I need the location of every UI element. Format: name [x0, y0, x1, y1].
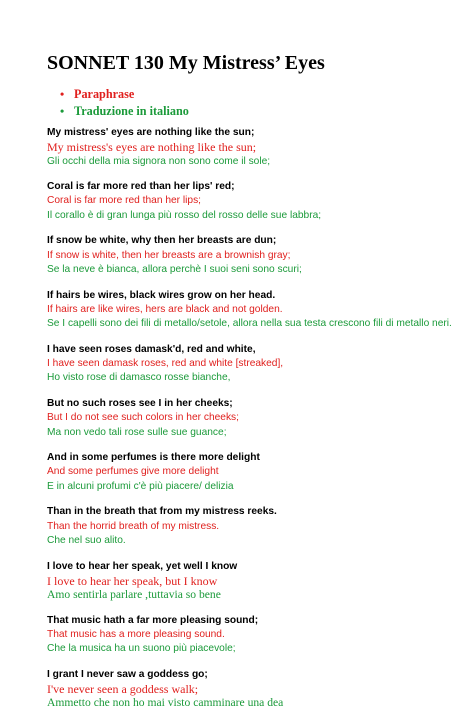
original-line: I have seen roses damask'd, red and white, — [47, 343, 256, 355]
stanza — [47, 560, 467, 603]
legend-item-paraphrase — [60, 86, 189, 103]
original-line: Than in the breath that from my mistress reeks. — [47, 506, 277, 518]
bullet-icon: • — [60, 103, 65, 118]
stanza — [47, 180, 467, 223]
original-line: If snow be white, why then her breasts are dun; — [47, 235, 277, 247]
stanza — [47, 614, 467, 657]
original-line: Coral is far more red than her lips' red; — [47, 181, 235, 193]
italian-line: Amo sentirla parlare ,tuttavia so bene — [47, 588, 221, 602]
paraphrase-line: Than the horrid breath of my mistress. — [47, 520, 220, 532]
italian-line: Il corallo è di gran lunga più rosso del rosso delle sue labbra; — [47, 209, 322, 221]
stanza — [47, 505, 467, 548]
italian-line: E in alcuni profumi c'è più piacere/ delizia — [47, 480, 234, 492]
italian-line: Ammetto che non ho mai visto camminare una dea — [47, 696, 284, 710]
paraphrase-line: My mistress's eyes are nothing like the sun; — [47, 140, 257, 155]
italian-line: Gli occhi della mia signora non sono come il sole; — [47, 155, 271, 167]
italian-line: Che la musica ha un suono più piacevole; — [47, 643, 236, 655]
stanza — [47, 234, 467, 277]
paraphrase-line: I've never seen a goddess walk; — [47, 682, 199, 697]
paraphrase-line: I love to hear her speak, but I know — [47, 573, 218, 588]
paraphrase-line: And some perfumes give more delight — [47, 466, 219, 478]
legend-label: Paraphrase — [74, 87, 135, 101]
legend-item-translation — [60, 103, 189, 120]
italian-line: Ho visto rose di damasco rosse bianche, — [47, 372, 231, 384]
paraphrase-line: If hairs are like wires, hers are black and not golden. — [47, 303, 283, 315]
stanza — [47, 397, 467, 440]
paraphrase-line: That music has a more pleasing sound. — [47, 628, 225, 640]
original-line: I love to hear her speak, yet well I know — [47, 560, 238, 572]
italian-line: Se I capelli sono dei fili di metallo/setole, allora nella sua testa crescono fili di metallo neri. — [47, 318, 452, 330]
legend-label: Traduzione in italiano — [74, 103, 189, 118]
paraphrase-line: But I do not see such colors in her cheeks; — [47, 412, 239, 424]
stanza — [47, 343, 467, 386]
italian-line: Se la neve è bianca, allora perchè I suoi seni sono scuri; — [47, 263, 302, 275]
paraphrase-line: I have seen damask roses, red and white [streaked], — [47, 358, 284, 370]
stanza — [47, 451, 467, 494]
original-line: My mistress' eyes are nothing like the sun; — [47, 127, 255, 138]
page-title: SONNET 130 My Mistress’ Eyes — [47, 52, 325, 74]
original-line: I grant I never saw a goddess go; — [47, 668, 208, 680]
italian-line: Che nel suo alito. — [47, 534, 126, 546]
legend-list — [60, 86, 189, 119]
stanza — [47, 668, 467, 711]
stanza — [47, 126, 467, 169]
stanza — [47, 289, 467, 332]
original-line: But no such roses see I in her cheeks; — [47, 397, 233, 409]
paraphrase-line: Coral is far more red than her lips; — [47, 195, 202, 207]
bullet-icon: • — [60, 87, 65, 101]
paraphrase-line: If snow is white, then her breasts are a brownish gray; — [47, 249, 291, 261]
original-line: If hairs be wires, black wires grow on her head. — [47, 289, 276, 301]
original-line: And in some perfumes is there more delight — [47, 452, 260, 464]
original-line: That music hath a far more pleasing sound; — [47, 614, 259, 626]
italian-line: Ma non vedo tali rose sulle sue guance; — [47, 426, 227, 438]
sonnet-body — [47, 126, 467, 722]
